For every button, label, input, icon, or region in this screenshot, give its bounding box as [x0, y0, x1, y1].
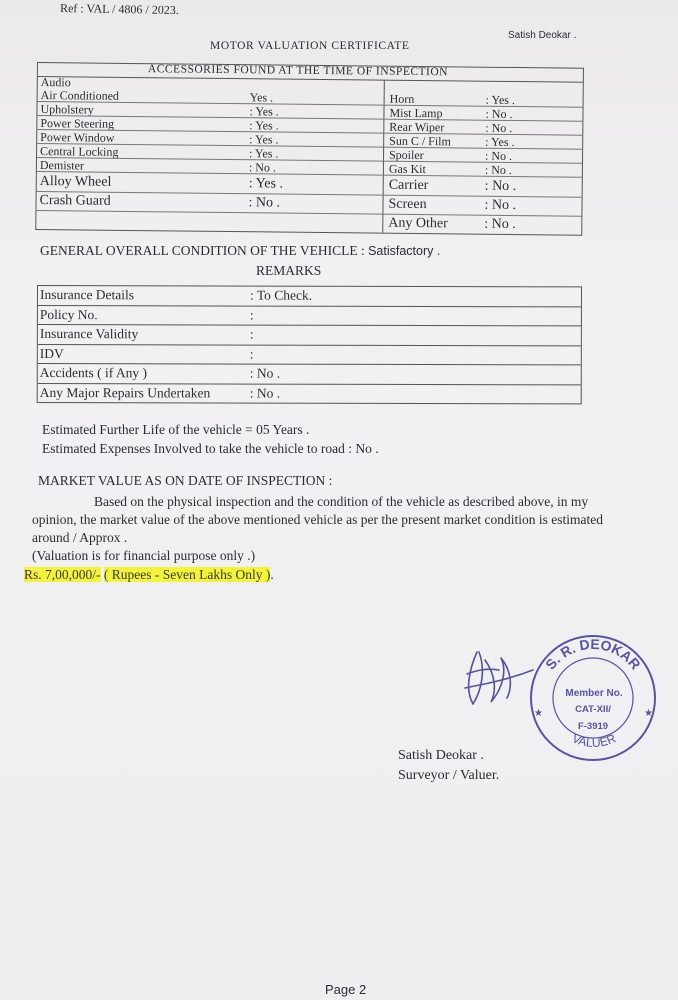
- remark-label: Policy No.: [39, 306, 98, 322]
- remark-label: IDV: [39, 345, 64, 361]
- svg-text:S. R. DEOKAR: S. R. DEOKAR: [542, 635, 644, 673]
- accessory-value: : No .: [485, 106, 513, 121]
- market-value-text-2: opinion, the market value of the above mentioned vehicle as per the present market condition is estimated: [32, 512, 603, 527]
- accessory-label: Mist Lamp: [389, 105, 443, 121]
- further-life-line: Estimated Further Life of the vehicle = 05 Years .: [42, 422, 310, 437]
- accessory-label: Gas Kit: [388, 161, 426, 177]
- remarks-table: [37, 285, 582, 404]
- signatory-name: Satish Deokar .: [398, 748, 484, 763]
- accessory-value: Yes .: [249, 90, 274, 105]
- accessory-value: : Yes .: [485, 92, 516, 108]
- signatory-title: Surveyor / Valuer.: [398, 768, 500, 783]
- accessory-label: Horn: [389, 91, 415, 106]
- svg-text:VALUER: VALUER: [570, 731, 618, 750]
- svg-text:★: ★: [644, 708, 653, 719]
- accessory-label: Central Locking: [39, 144, 119, 159]
- accessory-label: Sun C / Film: [389, 133, 451, 149]
- accessory-value: : Yes .: [249, 104, 279, 119]
- accessory-label: Spoiler: [388, 147, 424, 163]
- market-value-amount: Rs. 7,00,000/-: [24, 567, 101, 582]
- remark-value: :: [249, 326, 254, 342]
- remark-value: :: [249, 307, 254, 323]
- accessory-label: Carrier: [388, 177, 429, 194]
- accessory-value: : No .: [484, 162, 512, 177]
- market-value-heading: MARKET VALUE AS ON DATE OF INSPECTION :: [38, 473, 333, 488]
- svg-text:CAT-XII/: CAT-XII/: [575, 704, 611, 715]
- certificate-title: MOTOR VALUATION CERTIFICATE: [210, 40, 410, 52]
- accessory-value: : No .: [484, 178, 517, 195]
- accessory-label: Screen: [388, 196, 427, 213]
- market-value-text-3: around / Approx .: [32, 530, 128, 545]
- table-row: [38, 345, 581, 366]
- valuation-purpose: (Valuation is for financial purpose only .): [32, 548, 256, 563]
- accessory-label: Demister: [39, 158, 84, 173]
- accessory-label: Any Other: [388, 215, 448, 232]
- expenses-line: Estimated Expenses Involved to take the vehicle to road : No .: [42, 441, 379, 456]
- page-number: Page 2: [325, 982, 367, 997]
- table-row: [38, 384, 581, 404]
- accessory-value: : Yes .: [248, 146, 279, 161]
- remark-value: :: [249, 346, 254, 362]
- general-condition: [40, 243, 440, 259]
- valuer-stamp: [528, 630, 658, 770]
- accessory-value: : No .: [248, 160, 276, 175]
- accessories-title: ACCESSORIES FOUND AT THE TIME OF INSPECTION: [147, 63, 449, 79]
- accessory-label: Crash Guard: [39, 193, 111, 209]
- table-row: [38, 286, 581, 307]
- table-row: [38, 306, 581, 327]
- remark-label: Insurance Validity: [39, 326, 139, 342]
- remark-value: : No .: [249, 365, 281, 381]
- accessory-value: : No .: [484, 197, 517, 214]
- accessory-label: Audio: [40, 75, 71, 90]
- svg-text:F-3919: F-3919: [577, 721, 609, 732]
- accessory-value: : Yes .: [249, 118, 279, 133]
- accessory-label: Power Steering: [40, 116, 115, 131]
- market-value-amount-line: Rs. 7,00,000/- ( Rupees - Seven Lakhs Only ).: [24, 567, 274, 582]
- accessory-value: : No .: [484, 216, 516, 233]
- general-condition-label: GENERAL OVERALL CONDITION OF THE VEHICLE :: [40, 243, 365, 258]
- remark-label: Accidents ( if Any ): [39, 365, 148, 381]
- accessory-label: Upholstery: [40, 102, 94, 117]
- accessory-value: : Yes .: [248, 176, 284, 192]
- table-row: [38, 364, 581, 385]
- accessory-label: Air Conditioned: [40, 88, 120, 103]
- svg-text:★: ★: [534, 708, 543, 719]
- svg-text:Member No.: Member No.: [565, 688, 623, 699]
- accessory-value: : Yes .: [485, 134, 515, 150]
- remark-value: : No .: [249, 385, 281, 401]
- market-value-text-1: Based on the physical inspection and the condition of the vehicle as described above, in my: [94, 494, 589, 509]
- accessory-label: Alloy Wheel: [39, 174, 112, 190]
- accessory-label: Rear Wiper: [389, 119, 445, 135]
- general-condition-value: Satisfactory .: [368, 244, 441, 258]
- reference-number: Ref : VAL / 4806 / 2023.: [59, 0, 179, 18]
- table-row: [38, 325, 581, 346]
- remark-label: Any Major Repairs Undertaken: [39, 384, 211, 400]
- accessory-value: : Yes .: [249, 132, 279, 147]
- accessories-table: [35, 62, 584, 236]
- accessory-label: Power Window: [40, 130, 115, 145]
- accessory-value: : No .: [248, 195, 281, 211]
- market-value-words: ( Rupees - Seven Lakhs Only ): [103, 567, 271, 582]
- accessory-value: : No .: [484, 148, 513, 163]
- remarks-heading: REMARKS: [256, 263, 322, 278]
- remark-value: : To Check.: [249, 287, 313, 303]
- accessory-value: : No .: [485, 120, 513, 135]
- header-valuer-name: Satish Deokar .: [508, 30, 577, 41]
- remark-label: Insurance Details: [39, 287, 135, 303]
